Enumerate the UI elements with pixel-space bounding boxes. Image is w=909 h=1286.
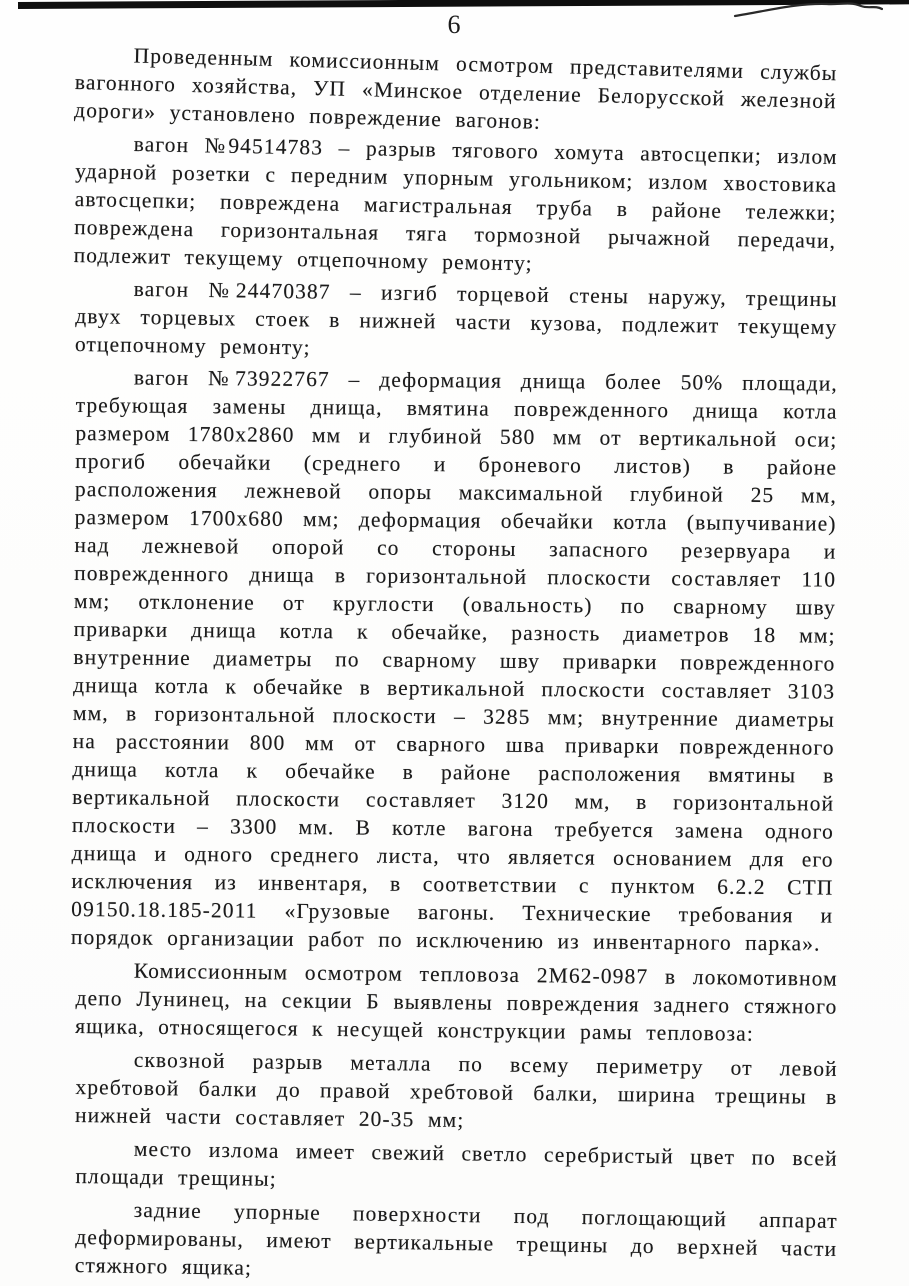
page-number: 6 <box>447 10 462 39</box>
paragraph-metal-rupture: сквозной разрыв металла по всему периметру от левой хребтовой балки до правой хребтовой балки, ширина трещины в нижней части составляет 20-35 мм; <box>74 1047 838 1133</box>
paragraph-fracture-color: место излома имеет свежий светло серебристый цвет по всей площади трещины; <box>75 1136 838 1191</box>
paragraph-locomotive-2m62-inspection: Комиссионным осмотром тепловоза 2М62-0987 в локомотивном депо Лунинец, на секции Б выявлены повреждения заднего стяжного ящика, относящегося к несущей конструкции рамы тепловоза: <box>75 958 838 1046</box>
document-body <box>70 40 838 1284</box>
paragraph-wagon-94514783-damage: вагон №94514783 – разрыв тягового хомута автосцепки; излом ударной розетки с передним упорным угольником; излом хвостовика автосцепки; повреждена магистральная труба в районе тележки; повреждена горизонтальная тяга тормозной рычажной передачи, подлежит текущему отцепочному ремонту; <box>73 132 838 276</box>
paragraph-wagon-24470387-damage: вагон №24470387 – изгиб торцевой стены наружу, трещины двух торцевых стоек в нижней части кузова, подлежит текущему отцепочному ремонту; <box>74 276 838 360</box>
paragraph-wagon-73922767-damage: вагон №73922767 – деформация днища более 50% площади, требующая замены днища, вмятина поврежденного днища котла размером 1780х2860 мм и глубиной 580 мм от вертикальной оси; прогиб обечайки (среднего и броневого листов) в районе расположения лежневой опоры максимальной глубиной 25 мм, размером 1700х680 мм; деформация обечайки котла (выпучивание) над лежневой опорой со стороны запасного резервуара и поврежденного днища в горизонтальной плоскости составляет 110 мм; отклонение от круглости (овальность) по сварному шву приварки днища котла к обечайке, разность диаметров 18 мм; внутренние диаметры по сварному шву приварки поврежденного днища котла к обечайке в вертикальной плоскости составляет 3103 мм, в горизонтальной плоскости – 3285 мм; внутренние диаметры на расстоянии 800 мм от сварного шва приварки поврежденного днища котла к обечайке в районе расположения вмятины в вертикальной плоскости составляет 3120 мм, в горизонтальной плоскости – 3300 мм. В котле вагона требуется замена одного днища и одного среднего листа, что является основанием для его исключения из инвентаря, в соответствии с пунктом 6.2.2 СТП 09150.18.185-2011 «Грузовые вагоны. Технические требования и порядок организации работ по исключению из инвентарного парка». <box>70 365 838 956</box>
paragraph-intro-commission-inspection: Проведенным комиссионным осмотром представителями службы вагонного хозяйства, УП «Минское отделение Белорусской железной дороги» установлено повреждение вагонов: <box>73 43 838 134</box>
paragraph-rear-bearing-surfaces: задние упорные поверхности под поглощающий аппарат деформированы, имеют вертикальные трещины до верхней части стяжного ящика; <box>74 1197 838 1280</box>
